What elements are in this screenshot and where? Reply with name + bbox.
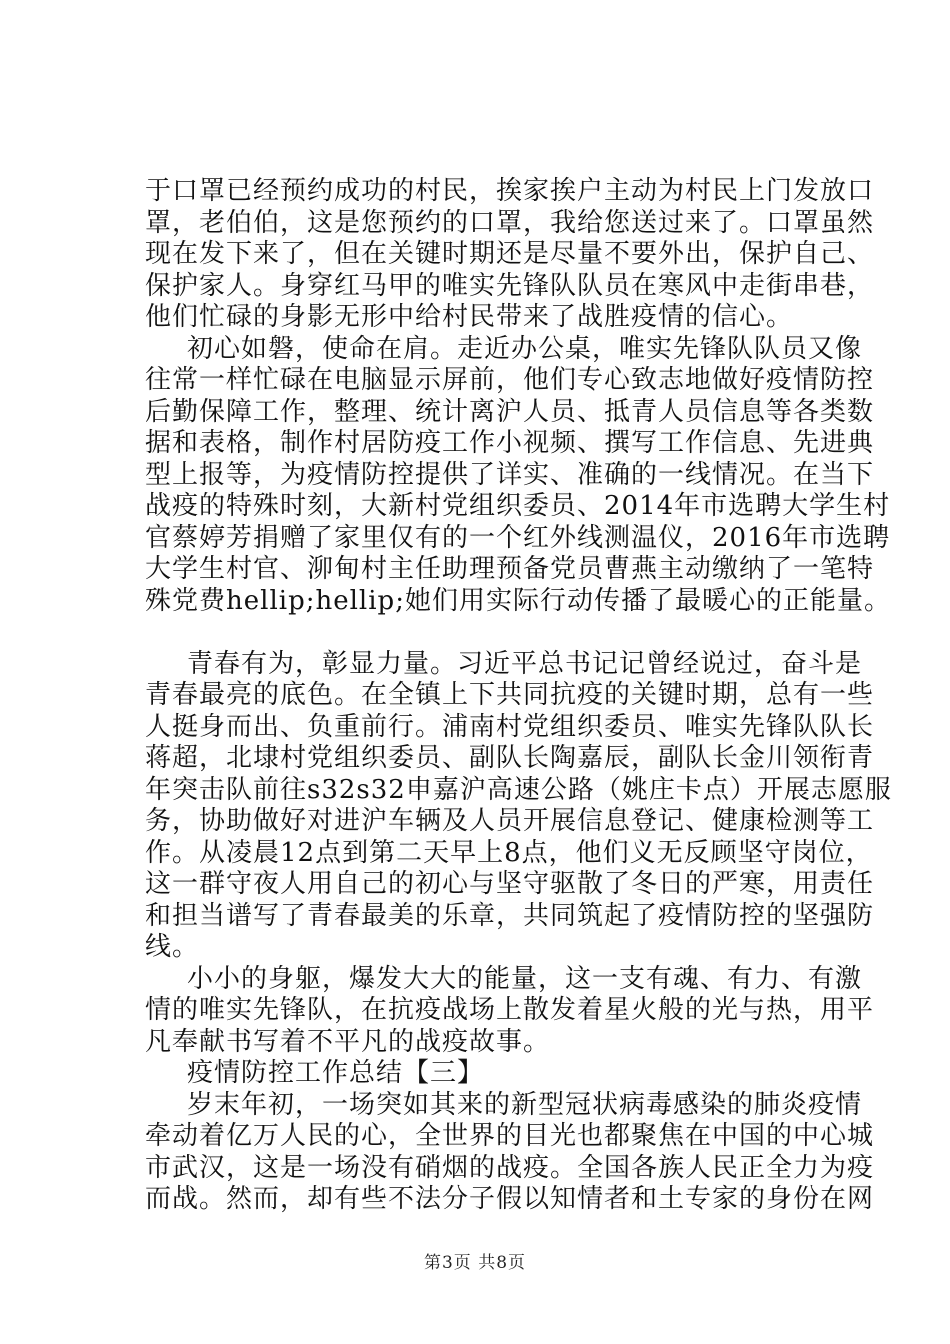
text-line: 年突击队前往s32s32申嘉沪高速公路（姚庄卡点）开展志愿服 (145, 774, 892, 805)
paragraph-first-line: 岁末年初，一场突如其来的新型冠状病毒感染的肺炎疫情 (187, 1089, 863, 1120)
paragraph-gap (145, 617, 845, 649)
text-line: 大学生村官、泖甸村主任助理预备党员曹燕主动缴纳了一笔特 (145, 554, 875, 584)
text-line: 凡奉献书写着不平凡的战疫故事。 (145, 1026, 551, 1057)
text-line: 官蔡婷芳捐赠了家里仅有的一个红外线测温仪，2016年市选聘 (145, 522, 891, 553)
text-line: 市武汉，这是一场没有硝烟的战疫。全国各族人民正全力为疫 (145, 1152, 875, 1183)
text-line: 和担当谱写了青春最美的乐章，共同筑起了疫情防控的坚强防 (145, 900, 875, 931)
text-line: 这一群守夜人用自己的初心与坚守驱散了冬日的严寒，用责任 (145, 869, 875, 899)
paragraph-first-line: 初心如磐，使命在肩。走近办公桌，唯实先锋队队员又像 (187, 333, 863, 364)
paragraph-first-line: 小小的身躯，爆发大大的能量，这一支有魂、有力、有激 (187, 963, 863, 994)
text-line: 蒋超，北埭村党组织委员、副队长陶嘉辰，副队长金川领衔青 (145, 743, 875, 773)
document-body (145, 176, 892, 1216)
text-line: 情的唯实先锋队，在抗疫战场上散发着星火般的光与热，用平 (145, 995, 875, 1025)
text-line: 作。从凌晨12点到第二天早上8点，他们义无反顾坚守岗位， (145, 837, 873, 868)
text-line: 据和表格，制作村居防疫工作小视频、撰写工作信息、先进典 (145, 428, 875, 458)
text-line: 型上报等，为疫情防控提供了详实、准确的一线情况。在当下 (145, 459, 875, 490)
text-line: 往常一样忙碌在电脑显示屏前，他们专心致志地做好疫情防控 (145, 365, 875, 395)
text-line: 现在发下来了，但在关键时期还是尽量不要外出，保护自己、 (145, 239, 875, 269)
paragraph-first-line: 青春有为，彰显力量。习近平总书记记曾经说过，奋斗是 (187, 648, 863, 679)
text-line: 保护家人。身穿红马甲的唯实先锋队队员在寒风中走街串巷， (145, 270, 875, 301)
text-line: 青春最亮的底色。在全镇上下共同抗疫的关键时期，总有一些 (145, 680, 875, 710)
text-line: 战疫的特殊时刻，大新村党组织委员、2014年市选聘大学生村 (145, 491, 891, 521)
text-line: 于口罩已经预约成功的村民，挨家挨户主动为村民上门发放口 (145, 176, 875, 206)
text-line: 线。 (145, 932, 200, 962)
text-line: 罩，老伯伯，这是您预约的口罩，我给您送过来了。口罩虽然 (145, 207, 875, 238)
page-number-footer: 第3页 共8页 (423, 1253, 527, 1273)
text-line: 殊党费hellip;hellip;她们用实际行动传播了最暖心的正能量。 (145, 585, 891, 616)
text-line: 人挺身而出、负重前行。浦南村党组织委员、唯实先锋队队长 (145, 711, 875, 742)
section-heading: 疫情防控工作总结【三】 (187, 1058, 485, 1088)
text-line: 他们忙碌的身影无形中给村民带来了战胜疫情的信心。 (145, 302, 794, 332)
text-line: 而战。然而，却有些不法分子假以知情者和土专家的身份在网 (145, 1184, 875, 1214)
text-line: 务，协助做好对进沪车辆及人员开展信息登记、健康检测等工 (145, 806, 875, 836)
text-line: 后勤保障工作，整理、统计离沪人员、抵青人员信息等各类数 (145, 396, 875, 427)
text-line: 牵动着亿万人民的心，全世界的目光也都聚焦在中国的中心城 (145, 1121, 875, 1151)
